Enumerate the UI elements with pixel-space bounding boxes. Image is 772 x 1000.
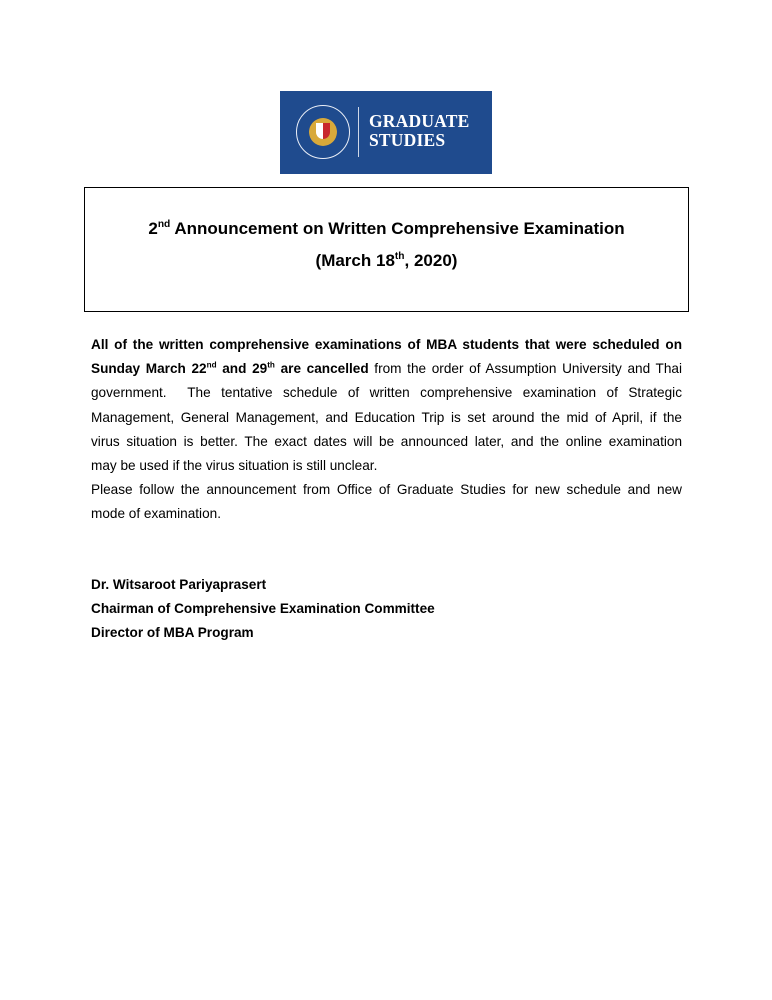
body-line: government. The tentative schedule of written comprehensive examination of Strategic <box>91 385 682 401</box>
signer-role: Chairman of Comprehensive Examination Committee <box>91 601 435 616</box>
body-line: mode of examination. <box>91 506 221 522</box>
university-seal-icon <box>296 105 350 159</box>
logo-divider <box>358 107 359 157</box>
logo-text <box>369 112 469 150</box>
signer-name: Dr. Witsaroot Pariyaprasert <box>91 577 267 592</box>
announcement-title: 2nd Announcement on Written Comprehensive Examination <box>148 218 625 238</box>
body-line: Please follow the announcement from Office of Graduate Studies for new schedule and new <box>91 482 682 498</box>
logo-line-2: STUDIES <box>369 130 446 150</box>
title-box <box>84 187 689 312</box>
body-line: virus situation is better. The exact dates will be announced later, and the online examination <box>91 433 682 449</box>
body-line: may be used if the virus situation is still unclear. <box>91 458 378 474</box>
graduate-studies-logo <box>280 91 492 174</box>
body-line: Management, General Management, and Education Trip is set around the mid of April, if the <box>91 409 682 425</box>
body-line: All of the written comprehensive examinations of MBA students that were scheduled on <box>91 337 682 352</box>
logo-line-1: GRADUATE <box>369 111 470 131</box>
announcement-date: (March 18th, 2020) <box>315 250 458 270</box>
signature-block <box>91 573 435 645</box>
body-line: Sunday March 22nd and 29th are cancelled from the order of Assumption University and Thai <box>91 360 682 377</box>
signer-role: Director of MBA Program <box>91 625 254 640</box>
announcement-body <box>91 333 682 527</box>
